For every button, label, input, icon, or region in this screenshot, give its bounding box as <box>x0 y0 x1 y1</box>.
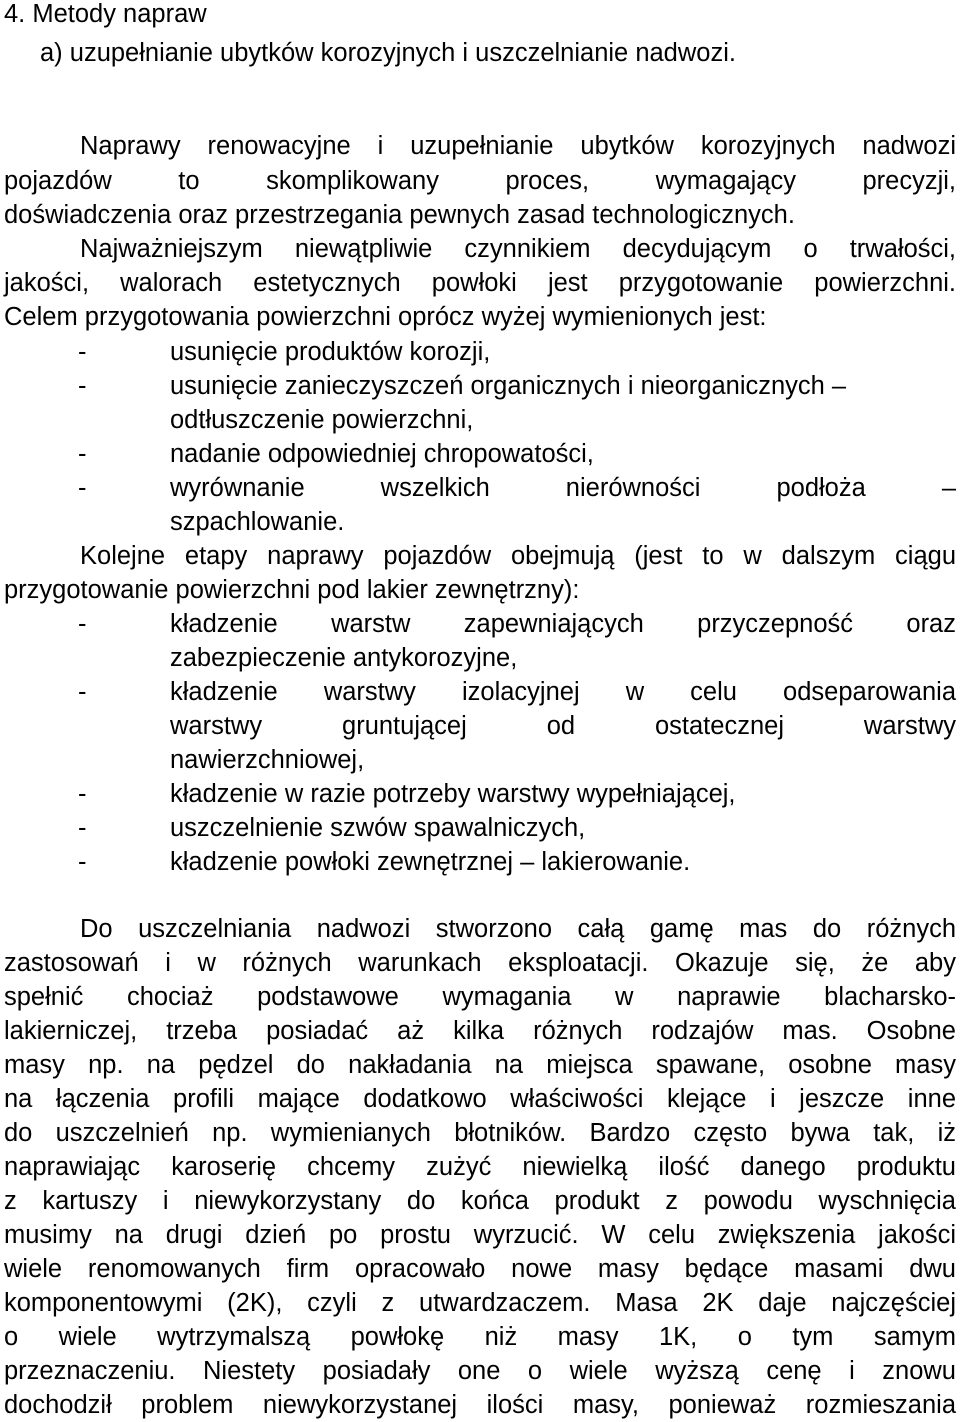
paragraph-line: na łączenia profili mające dodatkowo właściwości klejące i jeszcze inne <box>4 1085 956 1113</box>
paragraph-line: masy np. na pędzel do nakładania na miejsca spawane, osobne masy <box>4 1051 956 1079</box>
list-item-text: kładzenie warstwy izolacyjnej w celu odseparowania <box>170 678 956 706</box>
list-dash: - <box>78 338 87 366</box>
list-dash: - <box>78 780 87 808</box>
list-item-text: warstwy gruntującej od ostatecznej warstwy <box>170 712 956 740</box>
list-item-text: kładzenie warstw zapewniających przyczepność oraz <box>170 610 956 638</box>
paragraph-line: wiele renomowanych firm opracowało nowe masy będące masami dwu <box>4 1255 956 1283</box>
list-item-text: usunięcie produktów korozji, <box>170 338 491 366</box>
subsection-heading: a) uzupełnianie ubytków korozyjnych i uszczelnianie nadwozi. <box>40 39 736 67</box>
list-item-text: zabezpieczenie antykorozyjne, <box>170 644 518 672</box>
paragraph-line: z kartuszy i niewykorzystany do końca produkt z powodu wyschnięcia <box>4 1187 956 1215</box>
list-dash: - <box>78 814 87 842</box>
paragraph-line: doświadczenia oraz przestrzegania pewnych zasad technologicznych. <box>4 201 795 229</box>
list-item-text: kładzenie w razie potrzeby warstwy wypełniającej, <box>170 780 736 808</box>
paragraph-line: Kolejne etapy naprawy pojazdów obejmują (jest to w dalszym ciągu <box>80 542 956 570</box>
list-item-text: uszczelnienie szwów spawalniczych, <box>170 814 586 842</box>
paragraph-line: przeznaczeniu. Niestety posiadały one o wiele wyższą cenę i znowu <box>4 1357 956 1385</box>
list-item-text: szpachlowanie. <box>170 508 345 536</box>
paragraph-line: przygotowanie powierzchni pod lakier zewnętrzny): <box>4 576 580 604</box>
list-item-text: wyrównanie wszelkich nierówności podłoża – <box>170 474 956 502</box>
paragraph-line: zastosowań i w różnych warunkach eksploatacji. Okazuje się, że aby <box>4 949 956 977</box>
paragraph-line: komponentowymi (2K), czyli z utwardzaczem. Masa 2K daje najczęściej <box>4 1289 956 1317</box>
paragraph-line: dochodził problem niewykorzystanej ilości masy, ponieważ rozmieszania <box>4 1391 956 1419</box>
list-item-text: kładzenie powłoki zewnętrznej – lakierowanie. <box>170 848 691 876</box>
list-dash: - <box>78 610 87 638</box>
paragraph-line: spełnić chociaż podstawowe wymagania w naprawie blacharsko- <box>4 983 956 1011</box>
paragraph-line: musimy na drugi dzień po prostu wyrzucić. W celu zwiększenia jakości <box>4 1221 956 1249</box>
paragraph-line: Do uszczelniania nadwozi stworzono całą gamę mas do różnych <box>80 915 956 943</box>
paragraph-line: lakierniczej, trzeba posiadać aż kilka różnych rodzajów mas. Osobne <box>4 1017 956 1045</box>
list-dash: - <box>78 440 87 468</box>
list-item-text: usunięcie zanieczyszczeń organicznych i nieorganicznych – <box>170 372 847 400</box>
paragraph-line: do uszczelnień np. wymienianych błotników. Bardzo często bywa tak, iż <box>4 1119 956 1147</box>
paragraph-line: Celem przygotowania powierzchni oprócz wyżej wymienionych jest: <box>4 303 767 331</box>
list-item-text: odtłuszczenie powierzchni, <box>170 406 474 434</box>
list-dash: - <box>78 474 87 502</box>
paragraph-line: naprawiając karoserię chcemy zużyć niewielką ilość danego produktu <box>4 1153 956 1181</box>
section-heading: 4. Metody napraw <box>4 0 207 28</box>
list-dash: - <box>78 372 87 400</box>
paragraph-line: o wiele wytrzymalszą powłokę niż masy 1K, o tym samym <box>4 1323 956 1351</box>
list-item-text: nawierzchniowej, <box>170 746 365 774</box>
list-dash: - <box>78 678 87 706</box>
paragraph-line: Najważniejszym niewątpliwie czynnikiem decydującym o trwałości, <box>80 235 956 263</box>
paragraph-line: pojazdów to skomplikowany proces, wymagający precyzji, <box>4 167 956 195</box>
paragraph-line: jakości, walorach estetycznych powłoki jest przygotowanie powierzchni. <box>4 269 956 297</box>
paragraph-line: Naprawy renowacyjne i uzupełnianie ubytków korozyjnych nadwozi <box>80 132 956 160</box>
list-item-text: nadanie odpowiedniej chropowatości, <box>170 440 594 468</box>
list-dash: - <box>78 848 87 876</box>
